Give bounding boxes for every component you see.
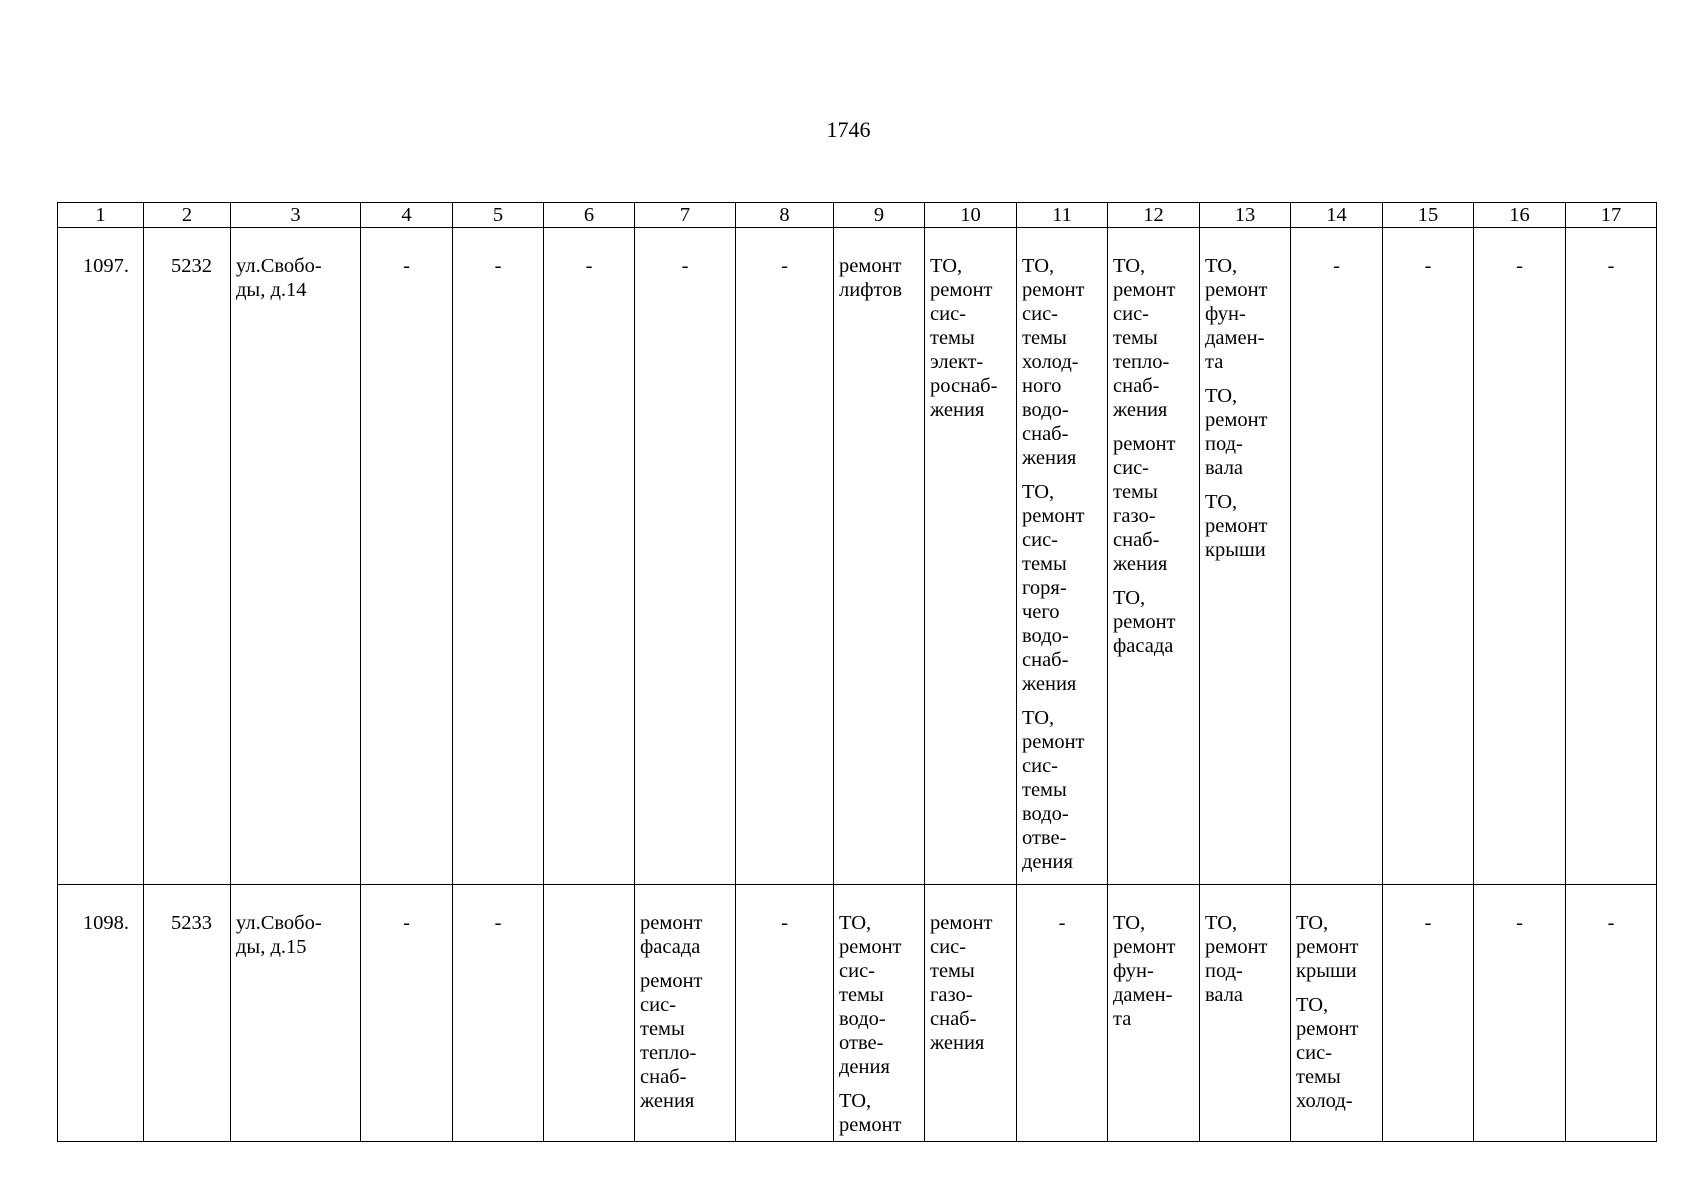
work-item: ТО, ремонт под- вала xyxy=(1205,385,1268,479)
work-item: ремонт сис- темы тепло- снаб- жения xyxy=(640,970,703,1112)
cell-col14: - xyxy=(1291,228,1383,885)
column-header: 15 xyxy=(1383,203,1474,228)
work-item: ТО, ремонт фун- дамен- та xyxy=(1205,255,1268,373)
work-item: ТО, ремонт крыши xyxy=(1205,491,1268,561)
cell-col9 xyxy=(834,228,925,885)
cell-col7 xyxy=(635,885,736,1142)
cell-col14 xyxy=(1291,885,1383,1142)
cell-col4: - xyxy=(361,885,453,1142)
cell-col15: - xyxy=(1383,228,1474,885)
cell-col16: - xyxy=(1474,885,1566,1142)
work-item: ТО, ремонт сис- темы водо- отве- дения xyxy=(839,912,902,1078)
column-header: 16 xyxy=(1474,203,1566,228)
work-item: ТО, ремонт сис- темы элект- роснаб- жения xyxy=(930,255,998,421)
cell-col11 xyxy=(1017,228,1108,885)
column-number-row xyxy=(58,203,1657,228)
cell-col16: - xyxy=(1474,228,1566,885)
work-item: ТО, ремонт крыши xyxy=(1296,912,1359,982)
cell-col17: - xyxy=(1566,228,1657,885)
address: ул.Свобо- ды, д.14 xyxy=(236,255,322,301)
work-item: ТО, ремонт сис- темы водо- отве- дения xyxy=(1022,707,1085,873)
column-header: 10 xyxy=(925,203,1017,228)
cell-col15: - xyxy=(1383,885,1474,1142)
cell-col10 xyxy=(925,228,1017,885)
cell-col5: - xyxy=(453,228,544,885)
column-header: 7 xyxy=(635,203,736,228)
cell-col17: - xyxy=(1566,885,1657,1142)
row-number: 1097. xyxy=(58,228,144,885)
work-item: ремонт лифтов xyxy=(839,255,903,301)
work-item: ТО, ремонт фасада xyxy=(1113,587,1176,657)
cell-col12 xyxy=(1108,885,1200,1142)
cell-col6 xyxy=(544,885,635,1142)
address-cell xyxy=(231,885,361,1142)
work-item: ТО, ремонт xyxy=(839,1090,902,1136)
work-item: ТО, ремонт сис- темы холод- ного водо- снаб- жения xyxy=(1022,255,1085,469)
building-code: 5232 xyxy=(144,228,231,885)
row-number: 1098. xyxy=(58,885,144,1142)
work-item: ТО, ремонт под- вала xyxy=(1205,912,1268,1006)
column-header: 8 xyxy=(736,203,834,228)
column-header: 1 xyxy=(58,203,144,228)
cell-col4: - xyxy=(361,228,453,885)
column-header: 3 xyxy=(231,203,361,228)
cell-col9 xyxy=(834,885,925,1142)
work-item: ТО, ремонт сис- темы горя- чего водо- снаб- жения xyxy=(1022,481,1085,695)
column-header: 6 xyxy=(544,203,635,228)
column-header: 11 xyxy=(1017,203,1108,228)
column-header: 14 xyxy=(1291,203,1383,228)
page-number: 1746 xyxy=(826,117,871,142)
cell-col13 xyxy=(1200,228,1291,885)
column-header: 5 xyxy=(453,203,544,228)
building-code: 5233 xyxy=(144,885,231,1142)
work-item: ремонт сис- темы газо- снаб- жения xyxy=(930,912,993,1054)
work-item: ремонт сис- темы газо- снаб- жения xyxy=(1113,433,1176,575)
cell-col5: - xyxy=(453,885,544,1142)
column-header: 2 xyxy=(144,203,231,228)
column-header: 17 xyxy=(1566,203,1657,228)
works-table xyxy=(57,202,1657,1142)
table-row xyxy=(58,228,1657,885)
cell-col12 xyxy=(1108,228,1200,885)
work-item: ТО, ремонт сис- темы тепло- снаб- жения xyxy=(1113,255,1176,421)
column-header: 13 xyxy=(1200,203,1291,228)
cell-col6: - xyxy=(544,228,635,885)
cell-col13 xyxy=(1200,885,1291,1142)
column-header: 4 xyxy=(361,203,453,228)
cell-col7: - xyxy=(635,228,736,885)
work-item: ТО, ремонт сис- темы холод- xyxy=(1296,994,1359,1112)
work-item: ТО, ремонт фун- дамен- та xyxy=(1113,912,1176,1030)
work-item: ремонт фасада xyxy=(640,912,703,958)
address-cell xyxy=(231,228,361,885)
cell-col10 xyxy=(925,885,1017,1142)
cell-col8: - xyxy=(736,228,834,885)
cell-col11: - xyxy=(1017,885,1108,1142)
column-header: 12 xyxy=(1108,203,1200,228)
cell-col8: - xyxy=(736,885,834,1142)
address: ул.Свобо- ды, д.15 xyxy=(236,912,322,958)
column-header: 9 xyxy=(834,203,925,228)
table-row xyxy=(58,885,1657,1142)
